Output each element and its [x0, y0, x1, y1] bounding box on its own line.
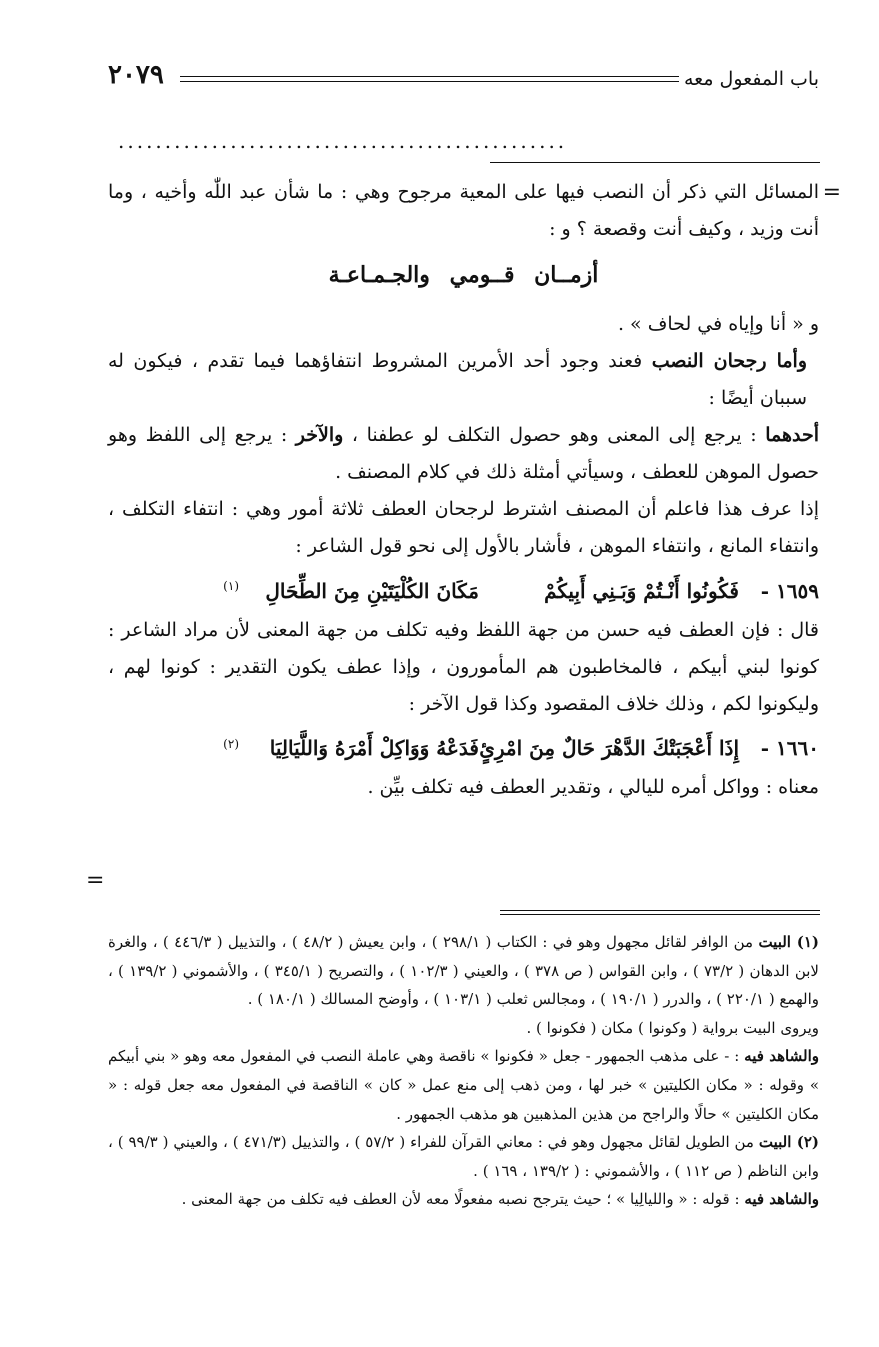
continued-on-mark: =: [86, 868, 105, 893]
verse-second-hemistich: فَدَعْهُ وَوَاكِلْ أَمْرَهُ وَاللَّيَالِيَا: [269, 736, 479, 761]
footnotes: [108, 928, 819, 1214]
paragraph-3-text: فعند وجود أحد الأمرين المشروط انتفاؤهما فيما تقدم ، فيكون له سببان أيضًا :: [108, 350, 807, 409]
verse-first-hemistich: فَكُونُوا أَنْـتُمْ وَبَـنِي أَبِيكُمْ: [544, 578, 739, 603]
footnote-separator: [500, 910, 820, 915]
paragraph-1: المسائل التي ذكر أن النصب فيها على المعية مرجوح وهي : ما شأن عبد اللّٰه وأخيه ، وما أنت وزيد ، وكيف أنت وقصعة ؟ و :: [108, 181, 819, 240]
term-bold: وأما رجحان النصب: [651, 350, 807, 372]
running-header-title: باب المفعول معه: [683, 68, 819, 90]
footnote-2: [108, 1128, 819, 1185]
footnote-1-witness: [108, 1042, 819, 1128]
header-double-rule: [180, 76, 679, 82]
continuation-rule: [490, 162, 820, 163]
footnote-text: من الوافر لقائل مجهول وهو في : الكتاب ( ٢٩٨/١ ) ، وابن يعيش ( ٤٨/٢ ) ، والتذييل ( ٤٤٦/٣ ) ، والغرة لابن الدهان ( ٧٣/٢ ) ، وابن القواس ( ص ٣٧٨ ) ، والعيني ( ١٠٢/٣ ) ، والتصريح ( ٣٤٥/١ ) ، والأشموني ( ١٣٩/٢ ) ، والهمع ( ٢٢٠/١ ) ، والدرر ( ١٩٠/١ ) ، ومجالس ثعلب ( ١٠٣/١ ) ، وأوضح المسالك ( ١٨٠/١ ) .: [108, 933, 819, 1009]
footnote-ref: (١): [223, 579, 239, 593]
footnote-ref: (٢): [223, 736, 239, 751]
witness-text: : قوله : « والليالِيا » ؛ حيث يترجح نصبه مفعولًا معه لأن العطف فيه تكلف من جهة المعنى .: [181, 1190, 745, 1209]
footnote-1-variant: ويروى البيت برواية ( وكونوا ) مكان ( فكونوا ) .: [526, 1018, 819, 1037]
paragraph-3: [108, 343, 819, 417]
witness-label: والشاهد فيه: [744, 1190, 819, 1209]
verse-second-hemistich: مَكَانَ الكُلْيَتَيْنِ مِنَ الطِّحَالِ: [265, 578, 479, 603]
verse-1659: [108, 565, 819, 612]
paragraph-4-text: : يرجع إلى اللفظ وهو حصول الموهن للعطف ، وسيأتي أمثلة ذلك في كلام المصنف .: [108, 424, 819, 483]
term-bold: أحدهما: [765, 424, 819, 446]
witness-text: : - على مذهب الجمهور - جعل « فكونوا » ناقصة وهي عاملة النصب في المفعول معه وهو « بني أبيكم » وقوله : « مكان الكليتين » خبر لها ، ومن ذهب إلى منع عمل « كان » الناقصة في المفعول معه جعل قوله : « مكان الكليتين » حالًا والراجح من هذين المذهبين هو مذهب الجمهور .: [108, 1047, 819, 1123]
paragraph-4: [108, 417, 819, 491]
footnote-label: (٢) البيت: [758, 1133, 819, 1152]
page-number: ٢٠٧٩: [108, 60, 164, 90]
paragraph-7: معناه : وواكل أمره لليالي ، وتقدير العطف فيه تكلف بيِّن .: [367, 776, 819, 799]
footnote-1: [108, 928, 819, 1014]
continuation-dots: ................................................: [118, 129, 568, 153]
paragraph-4-text: : يرجع إلى المعنى وهو حصول التكلف لو عطفنا ،: [343, 424, 766, 446]
verse-1660: [108, 723, 819, 770]
continued-from-mark: =: [822, 180, 841, 205]
footnote-2-witness: [108, 1185, 819, 1214]
verse-first-hemistich: إِذَا أَعْجَبَتْكَ الدَّهْرَ حَالٌ مِنَ امْرِئٍ: [479, 736, 739, 761]
paragraph-6: قال : فإن العطف فيه حسن من جهة اللفظ وفيه تكلف من جهة المعنى لأن مراد الشاعر : كونوا لبني أبيكم ، فالمخاطبون هم المأمورون ، وإذا عطف يكون التقدير : كونوا لهم ، وليكونوا لكم ، وذلك خلاف المقصود وكذا قول الآخر :: [108, 618, 819, 715]
footnote-text: من الطويل لقائل مجهول وهو في : معاني القرآن للفراء ( ٥٧/٢ ) ، والتذييل (٤٧١/٣ ) ، والعيني ( ٩٩/٣ ) ، وابن الناظم ( ص ١١٢ ) ، والأشموني : ( ١٣٩/٢ ، ١٦٩ ) .: [108, 1133, 819, 1180]
paragraph-2: و « أنا وإياه في لحاف » .: [617, 313, 819, 335]
half-verse-quote: أزمــان قــومي والجـمـاعـة: [328, 262, 599, 288]
paragraph-5: إذا عرف هذا فاعلم أن المصنف اشترط لرجحان العطف ثلاثة أمور وهي : انتفاء التكلف ، وانتفاء المانع ، وانتفاء الموهن ، فأشار بالأول إلى نحو قول الشاعر :: [108, 498, 819, 557]
verse-number: ١٦٦٠ -: [760, 736, 819, 761]
witness-label: والشاهد فيه: [744, 1047, 819, 1066]
main-text: [108, 174, 819, 806]
term-bold: والآخر: [295, 424, 344, 446]
footnote-label: (١) البيت: [758, 933, 820, 951]
verse-number: ١٦٥٩ -: [760, 578, 819, 603]
